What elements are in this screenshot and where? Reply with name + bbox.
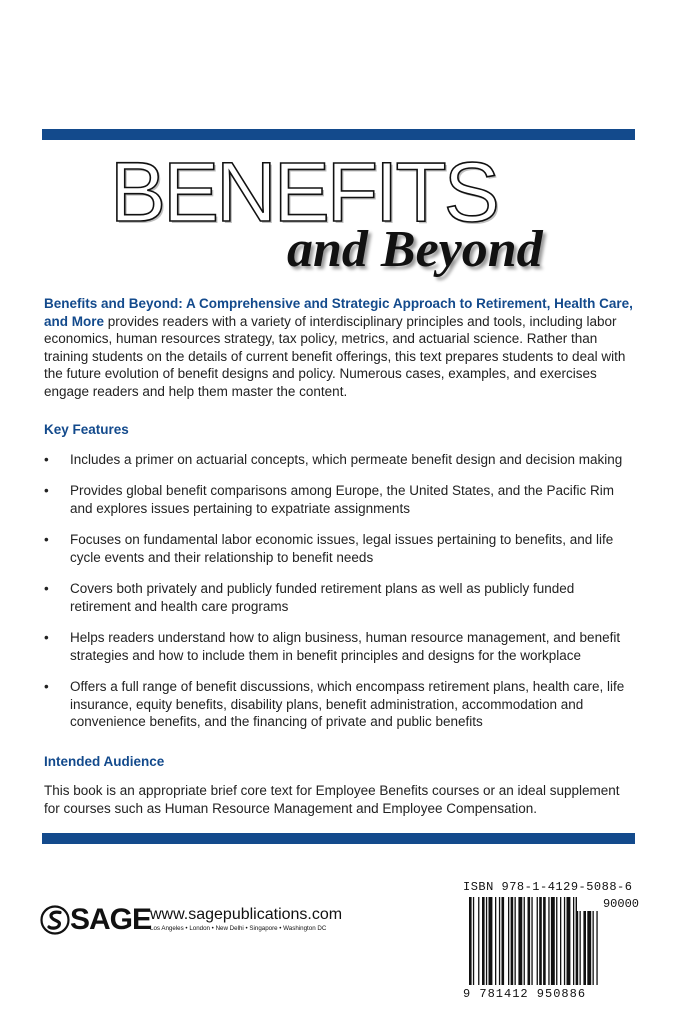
barcode-bar — [531, 897, 532, 985]
list-item: • Covers both privately and publicly funded retirement plans as well as publicly funded retirement and health care programs — [44, 581, 575, 614]
barcode-bar — [482, 897, 485, 985]
barcode-bar — [499, 897, 500, 985]
intro-paragraph — [44, 295, 636, 400]
barcode-bar — [556, 897, 557, 985]
barcode-bar — [543, 897, 546, 985]
top-blue-rule — [42, 129, 635, 140]
isbn-barcode-block — [463, 880, 639, 1001]
bullet-icon: • — [44, 581, 49, 596]
barcode-number: 9 781412 950886 — [463, 987, 587, 1001]
barcode-bar — [537, 897, 538, 985]
barcode-bar — [473, 897, 474, 985]
barcode-bar — [486, 897, 487, 985]
list-item: • Focuses on fundamental labor economic issues, legal issues pertaining to benefits, and life cycle events and their relationship to benefit needs — [44, 532, 614, 565]
intro-body: provides readers with a variety of interdisciplinary principles and tools, including labor economics, human resources strategy, tax policy, metrics, and actuarial science. Rather than training students on the details of current benefit offerings, this text prepares students to deal with the future evolution of benefit designs and policy. Numerous cases, examples, and exercises engage readers and help them master the content. — [44, 313, 626, 399]
barcode-bar — [548, 897, 549, 985]
key-features-list — [44, 451, 636, 731]
intended-audience-heading: Intended Audience — [44, 753, 165, 769]
list-item: • Helps readers understand how to align business, human resource management, and benefit strategies and how to include them in benefit principles and designs for the workplace — [44, 630, 621, 663]
list-item: • Provides global benefit comparisons among Europe, the United States, and the Pacific Rim and explores issues pertaining to expatriate assignments — [44, 483, 615, 516]
barcode-bar — [528, 897, 531, 985]
bullet-icon: • — [44, 483, 49, 498]
barcode-bar — [551, 897, 555, 985]
bottom-blue-rule — [42, 833, 635, 844]
list-item: • Includes a primer on actuarial concepts, which permeate benefit design and decision making — [44, 451, 623, 467]
intro-book-title: Benefits and Beyond: A Comprehensive and Strategic Approach to Retirement, Health Care, and More — [44, 296, 633, 329]
book-title: BENEFITS — [110, 145, 497, 239]
bullet-icon: • — [44, 532, 49, 547]
barcode-bar — [567, 897, 571, 985]
barcode-bar — [495, 897, 496, 985]
barcode-bar — [489, 897, 493, 985]
intended-audience-paragraph: This book is an appropriate brief core text for Employee Benefits courses or an ideal supplement for courses such as Human Resource Management and Employee Compensation. — [44, 783, 620, 816]
publisher-info — [150, 906, 342, 933]
barcode-bar — [564, 897, 565, 985]
barcode-bar — [511, 897, 514, 985]
bullet-icon: • — [44, 679, 49, 694]
key-features-heading: Key Features — [44, 422, 129, 437]
barcode-bar — [539, 897, 542, 985]
sage-swirl-icon — [40, 905, 70, 935]
barcode-bar — [515, 897, 516, 985]
publisher-url[interactable]: www.sagepublications.com — [150, 906, 343, 923]
barcode-bar — [469, 897, 472, 985]
back-cover-copy — [44, 295, 636, 817]
sage-logo — [40, 905, 151, 935]
list-item: • Offers a full range of benefit discussions, which encompass retirement plans, health care, life insurance, equity benefits, disability plans, benefit administration, accommodation and convenience benefits, and the financing of private and public benefits — [44, 679, 625, 729]
sage-logo-text: SAGE — [70, 903, 152, 936]
barcode-bar — [508, 897, 509, 985]
bullet-icon: • — [44, 451, 49, 467]
barcode-bar — [502, 897, 505, 985]
barcode-bar — [478, 897, 479, 985]
book-subtitle: and Beyond — [287, 221, 543, 278]
barcode-bar — [573, 897, 574, 985]
publisher-cities: Los Angeles • London • New Delhi • Singapore • Washington DC — [150, 925, 327, 932]
isbn-label: ISBN 978-1-4129-5088-6 — [463, 880, 633, 894]
barcode-bar — [518, 897, 522, 985]
barcode-bar — [560, 897, 561, 985]
price-code: 90000 — [577, 897, 639, 911]
bullet-icon: • — [44, 630, 49, 645]
barcode-bar — [524, 897, 525, 985]
